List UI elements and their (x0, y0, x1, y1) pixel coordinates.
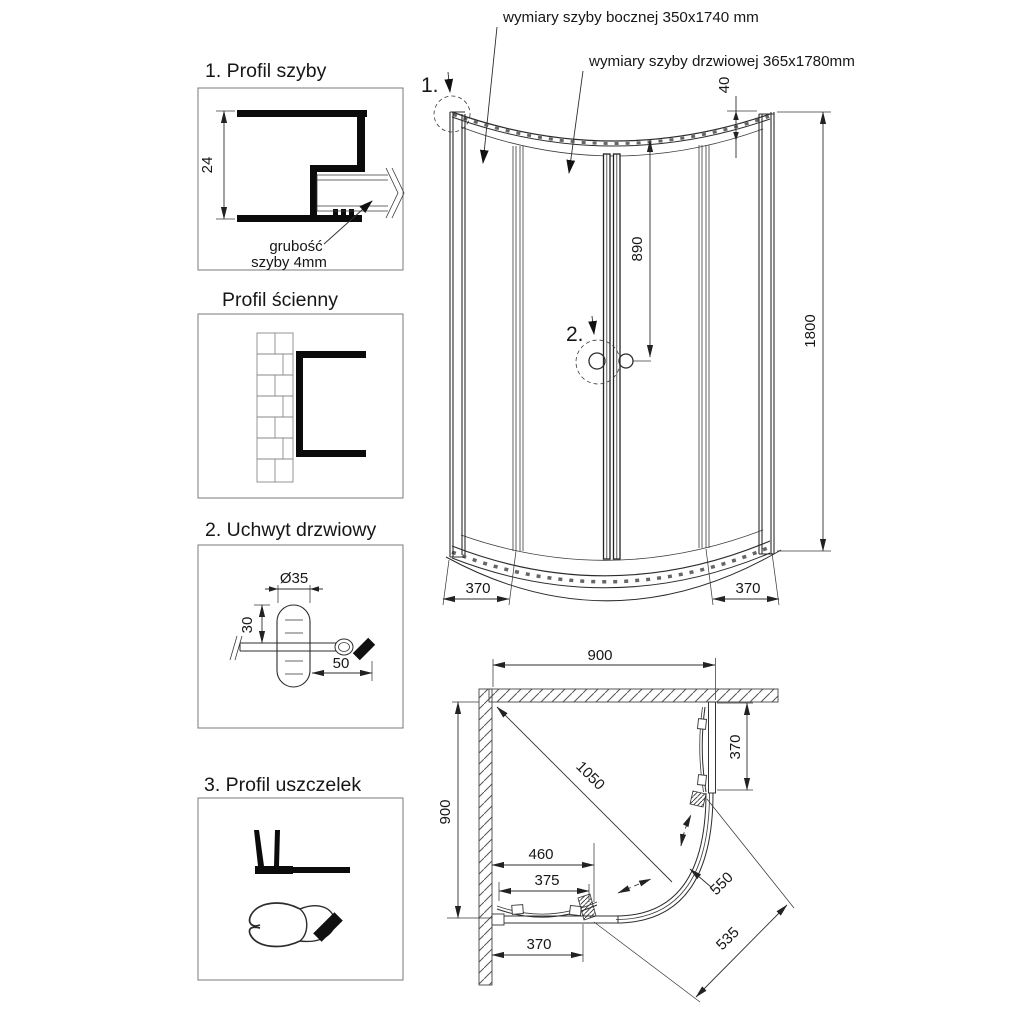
dim-370-panel-label: 370 (727, 734, 744, 760)
dim-900-top-label: 900 (587, 647, 613, 664)
dim-radius (690, 869, 737, 899)
detail-panels (198, 60, 403, 980)
dim-460-label: 460 (528, 846, 554, 863)
door-handle-plan-icon (690, 791, 706, 807)
door-handle-title: 2. Uchwyt drzwiowy (205, 519, 377, 541)
side-glass-label: wymiary szyby bocznej 350x1740 mm (503, 9, 759, 26)
dim-right-panel (717, 703, 753, 790)
dim-50-label: 50 (332, 655, 350, 672)
slide-direction-arrow (618, 879, 651, 893)
glass-profile-title: 1. Profil szyby (205, 60, 327, 82)
dim-30-label: 30 (239, 616, 256, 634)
dim-door-glass (499, 872, 589, 902)
dim-24-label: 24 (199, 156, 216, 174)
dim-890-label: 890 (629, 236, 646, 262)
left-post (450, 112, 465, 557)
roller-bracket (512, 905, 524, 915)
right-mullion (699, 145, 709, 548)
handle-body (277, 605, 310, 687)
left-handle-knob (589, 353, 605, 369)
top-wall (489, 689, 778, 702)
dim-top-rail (716, 77, 757, 158)
dim-profile-height (199, 111, 235, 219)
seal-cap (313, 912, 343, 942)
dim-1800-label: 1800 (802, 314, 819, 348)
dim-370-bottom-label: 370 (526, 936, 552, 953)
door-glass-leader (569, 71, 583, 173)
plan-view (437, 647, 794, 1002)
seal-profile-drawing (249, 830, 350, 946)
note-line1: grubość (269, 238, 323, 255)
wall-profile-title: Profil ścienny (222, 289, 338, 311)
seal-shape-bulb (249, 903, 342, 946)
door-glass-label: wymiary szyby drzwiowej 365x1780mm (589, 53, 855, 70)
dim-diagonal (497, 707, 672, 882)
dim-40-label: 40 (716, 76, 733, 94)
dim-opening (594, 799, 794, 1002)
knob-ring (335, 639, 353, 655)
note-line2: szyby 4mm (251, 254, 327, 271)
dim-bottom-panel (492, 924, 583, 962)
dim-plan-depth (437, 702, 507, 918)
roller-bracket (570, 905, 582, 915)
right-handle-knob (619, 354, 633, 368)
wall-profile-drawing (257, 333, 366, 482)
seal-shape-u (254, 830, 350, 874)
slide-direction-arrow (681, 815, 691, 846)
glass-break-icon (386, 168, 398, 218)
right-fixed-panel (709, 702, 716, 793)
side-glass-leader (483, 27, 497, 163)
roller-bracket (697, 719, 706, 730)
dim-535-label: 535 (712, 923, 743, 954)
dim-375-label: 375 (534, 872, 560, 889)
elevation-view (421, 9, 855, 605)
frame (446, 112, 781, 601)
dim-o35-label: Ø35 (279, 570, 309, 587)
brick-wall-icon (257, 333, 293, 482)
right-sliding-door (690, 707, 707, 807)
seal-profile-box (198, 798, 403, 980)
glass-pane (317, 168, 404, 218)
callout-1 (421, 72, 470, 132)
door-handle-drawing (230, 570, 375, 687)
right-post (759, 112, 774, 554)
dim-550-label: 550 (706, 868, 737, 899)
bottom-fixed-panel (492, 916, 618, 923)
door-rail (230, 636, 375, 660)
dim-total-height (777, 112, 831, 551)
seal-profile-title: 3. Profil uszczelek (204, 774, 362, 796)
dim-900-left-label: 900 (437, 799, 454, 825)
bottom-panel-wall-cap (492, 914, 504, 925)
dim-1050-label: 1050 (572, 758, 608, 794)
left-mullion (513, 146, 523, 551)
dim-370-right-label: 370 (735, 580, 761, 597)
roller-bracket (697, 775, 706, 786)
glass-profile-drawing (199, 110, 404, 271)
center-door-stiles (604, 154, 621, 559)
dim-handle-offset (239, 605, 270, 643)
marker-1-label: 1. (421, 74, 439, 97)
dim-handle-height (629, 140, 650, 357)
marker-2-label: 2. (566, 323, 584, 346)
knob-cap (353, 638, 375, 660)
left-wall (479, 689, 492, 985)
curved-track (616, 793, 713, 923)
dim-knob-length (312, 655, 372, 681)
dim-370-left-label: 370 (465, 580, 491, 597)
dim-diameter (265, 570, 323, 603)
